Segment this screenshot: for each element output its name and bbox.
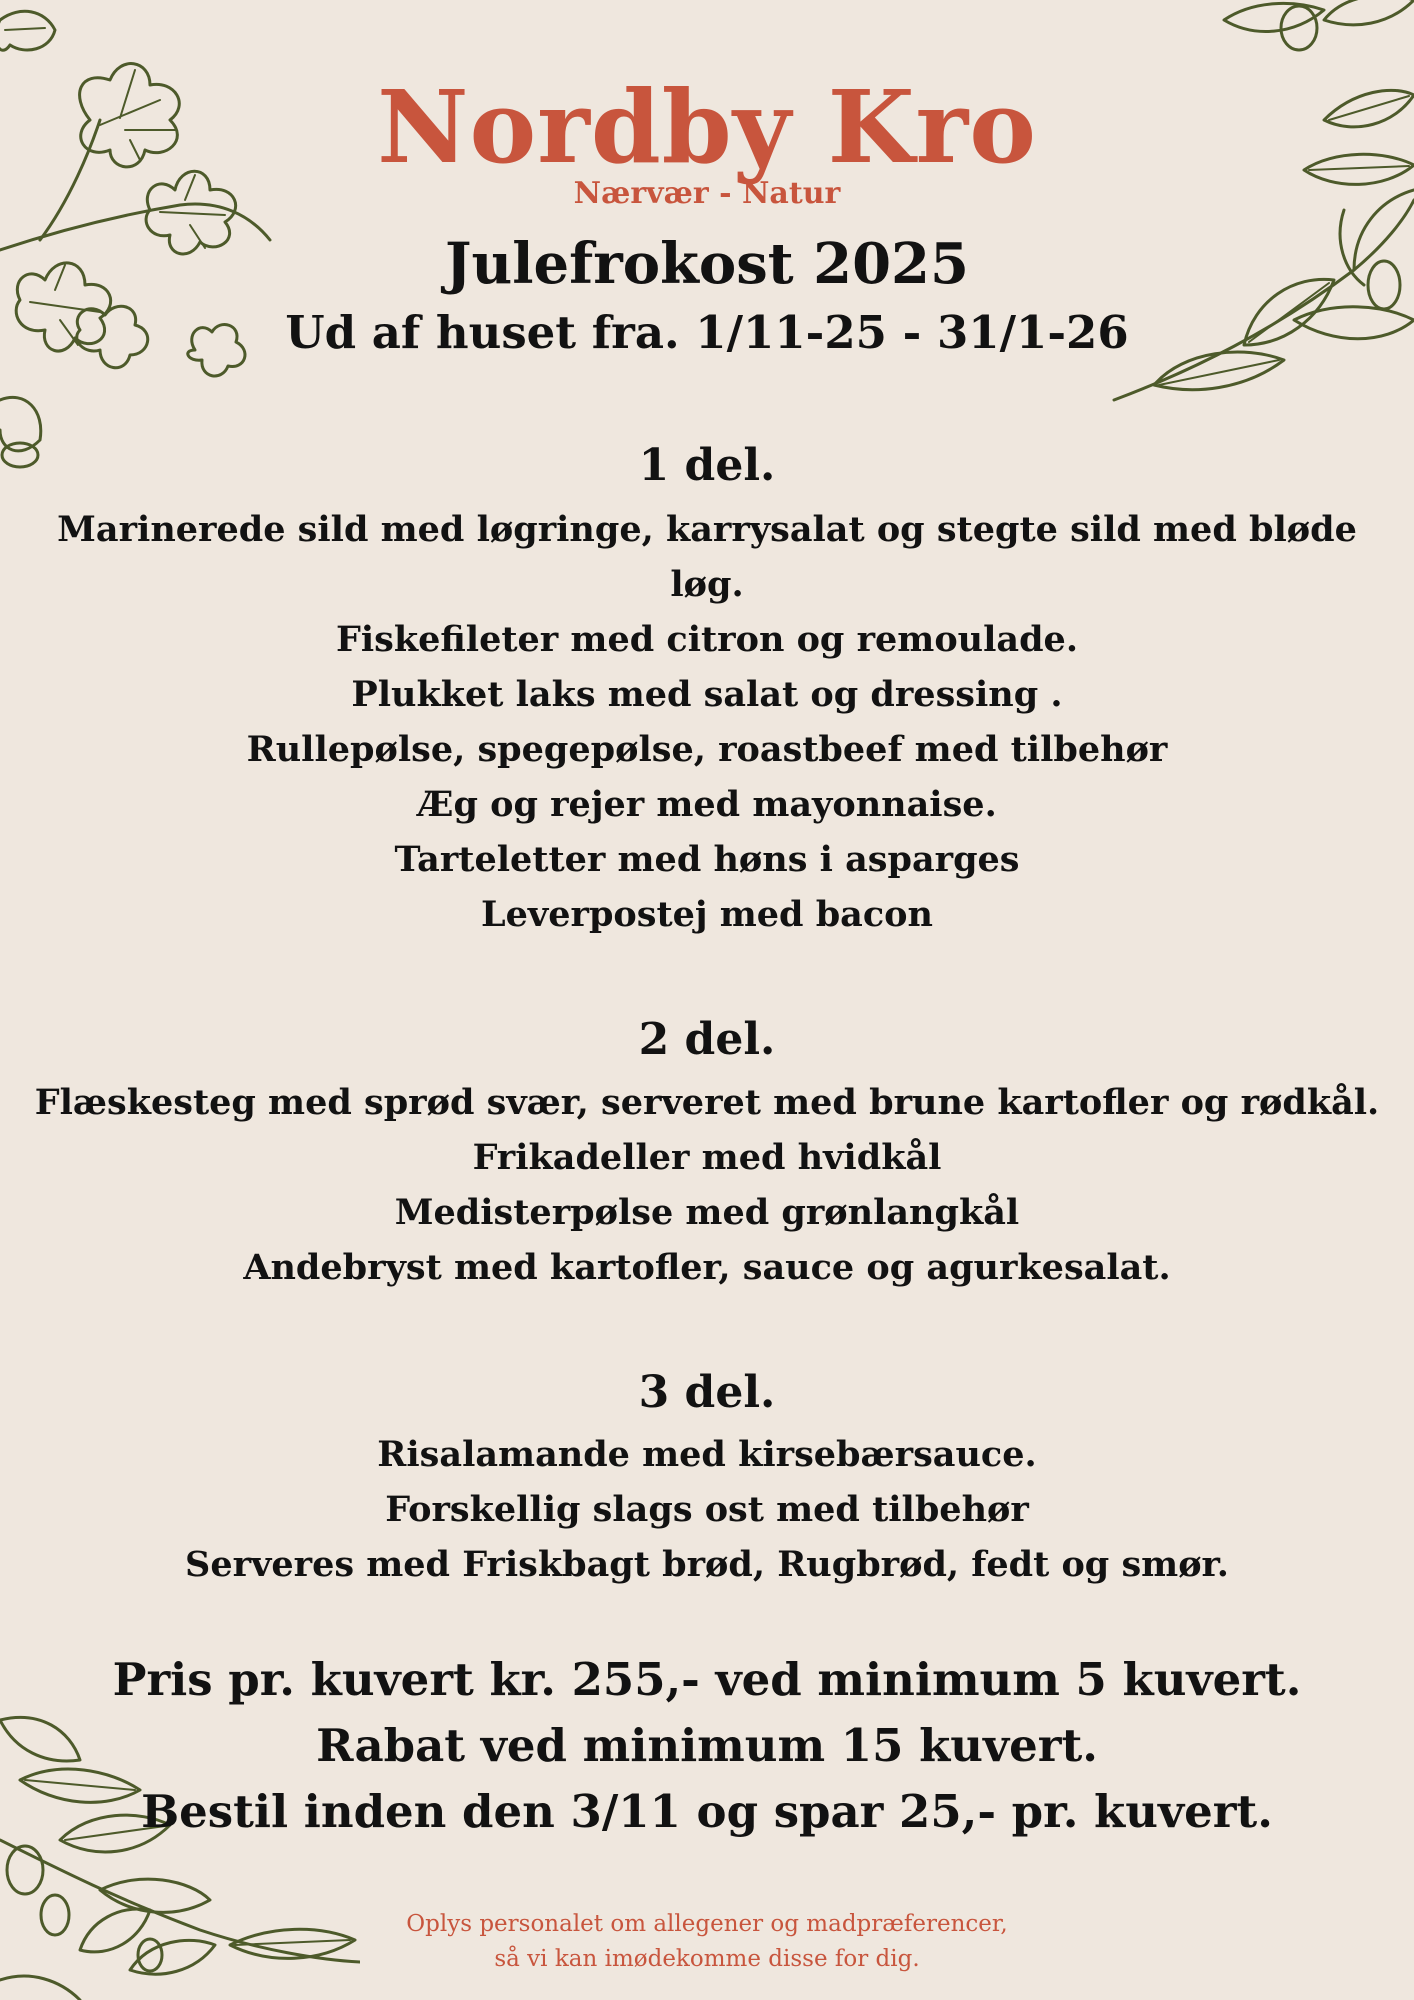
allergy-note-line-2: så vi kan imødekomme disse for dig.: [494, 1946, 920, 1972]
menu-item: Leverpostej med bacon: [481, 894, 933, 935]
tagline: Nærvær - Natur: [573, 176, 841, 211]
olive-branch-illustration: [1094, 0, 1414, 460]
menu-item: Frikadeller med hvidkål: [472, 1137, 942, 1178]
menu-item: Plukket laks med salat og dressing .: [351, 674, 1063, 715]
menu-item: Andebryst med kartofler, sauce og agurkesalat.: [243, 1247, 1171, 1288]
discount-line: Rabat ved minimum 15 kuvert.: [316, 1719, 1098, 1772]
menu-item: Serveres med Friskbagt brød, Rugbrød, fedt og smør.: [185, 1544, 1229, 1585]
allergy-note-line-1: Oplys personalet om allegener og madpræferencer,: [406, 1911, 1008, 1937]
menu-item: Æg og rejer med mayonnaise.: [417, 784, 997, 825]
menu-item: Fiskefileter med citron og remoulade.: [335, 619, 1079, 660]
menu-item: Marinerede sild med løgringe, karrysalat og stegte sild med bløde: [57, 509, 1357, 550]
menu-item: Flæskesteg med sprød svær, serveret med brune kartofler og rødkål.: [34, 1082, 1380, 1123]
menu-item: løg.: [670, 564, 744, 605]
menu-item: Risalamande med kirsebærsauce.: [377, 1434, 1037, 1475]
service-period: Ud af huset fra. 1/11-25 - 31/1-26: [285, 306, 1129, 359]
early-booking-line: Bestil inden den 3/11 og spar 25,- pr. kuvert.: [141, 1785, 1273, 1838]
page-title: Julefrokost 2025: [445, 231, 969, 297]
menu-item: Tarteletter med høns i asparges: [394, 839, 1020, 880]
section-heading-2: 2 del.: [638, 1014, 776, 1065]
price-line: Pris pr. kuvert kr. 255,- ved minimum 5 kuvert.: [112, 1653, 1302, 1706]
brand-name: Nordby Kro: [377, 68, 1037, 186]
menu-item: Medisterpølse med grønlangkål: [394, 1192, 1020, 1233]
menu-item: Rullepølse, spegepølse, roastbeef med tilbehør: [246, 729, 1168, 770]
section-heading-3: 3 del.: [638, 1367, 776, 1418]
section-heading-1: 1 del.: [638, 440, 776, 491]
menu-item: Forskellig slags ost med tilbehør: [385, 1489, 1029, 1530]
